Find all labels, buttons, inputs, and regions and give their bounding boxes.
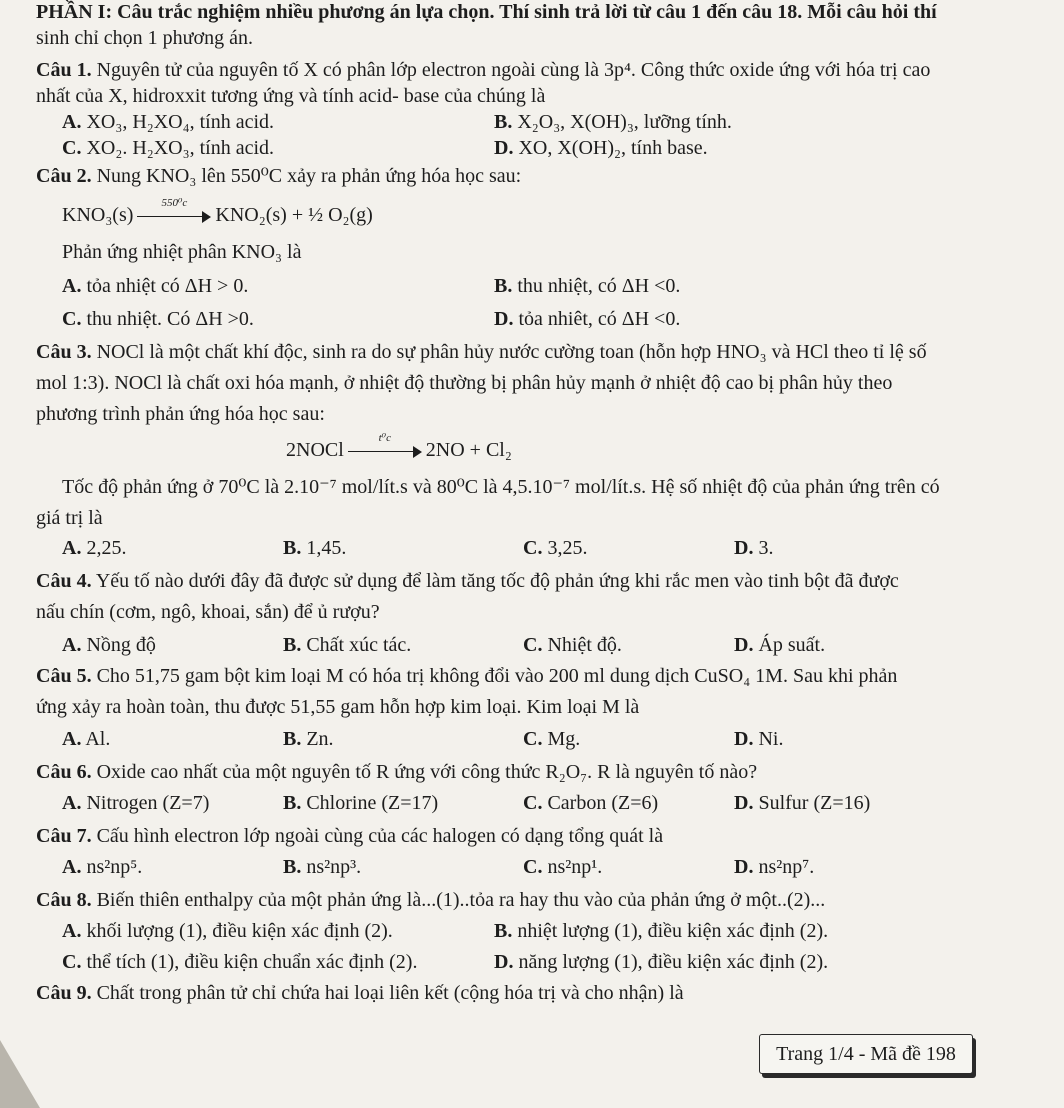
q5-stem [36,664,897,688]
q3-eq-left: 2NOCl [286,439,344,461]
q1-label: Câu 1. [36,59,92,81]
q1-text: Nguyên tử của nguyên tố X có phân lớp electron ngoài cùng là 3p⁴. Công thức oxide ứng với hóa trị cao [96,59,931,81]
q9-label: Câu 9. [36,982,92,1004]
q7-text: Cấu hình electron lớp ngoài cùng của các halogen có dạng tổng quát là [96,825,664,847]
q2-option-a[interactable]: A. tỏa nhiệt có ΔH > 0. [62,275,249,297]
q2-question: Phản ứng nhiệt phân KNO₃ là [62,241,302,263]
q2-label: Câu 2. [36,165,92,187]
q9-text: Chất trong phân tử chỉ chứa hai loại liên kết (cộng hóa trị và cho nhận) là [96,982,684,1004]
q3-question-cont: giá trị là [36,507,103,529]
q4-option-a[interactable]: A. Nồng độ [62,634,156,656]
q5-option-a[interactable]: A. Al. [62,728,111,750]
q1-option-b[interactable]: B. X₂O₃, X(OH)₃, lưỡng tính. [494,111,732,133]
q7-stem [36,824,663,848]
q1-stem-cont: nhất của X, hidroxxit tương ứng và tính acid- base của chúng là [36,85,546,107]
q3-stem-cont2: phương trình phản ứng hóa học sau: [36,403,325,425]
q5-option-b[interactable]: B. Zn. [283,728,334,750]
q1-option-d[interactable]: D. XO, X(OH)₂, tính base. [494,137,708,159]
q6-option-b[interactable]: B. Chlorine (Z=17) [283,792,439,814]
q2-eq-left: KNO₃(s) [62,204,134,226]
q5-option-d[interactable]: D. Ni. [734,728,784,750]
q6-stem [36,760,757,784]
q6-option-c[interactable]: C. Carbon (Z=6) [523,792,659,814]
q3-label: Câu 3. [36,341,92,363]
q2-option-c[interactable]: C. thu nhiệt. Có ΔH >0. [62,308,254,330]
q1-option-a[interactable]: A. XO₃, H₂XO₄, tính acid. [62,111,275,133]
reaction-arrow-icon: 550⁰c [137,209,211,223]
instruction-text: Câu trắc nghiệm nhiều phương án lựa chọn. Thí sinh trả lời từ câu 1 đến câu 18. Mỗi câu hỏi thí [117,1,937,23]
q4-stem [36,569,899,593]
q6-label: Câu 6. [36,761,92,783]
q3-question: Tốc độ phản ứng ở 70⁰C là 2.10⁻⁷ mol/lít.s và 80⁰C là 4,5.10⁻⁷ mol/lít.s. Hệ số nhiệt độ của phản ứng trên có [62,476,940,498]
q2-stem [36,164,521,188]
q5-text: Cho 51,75 gam bột kim loại M có hóa trị không đổi vào 200 ml dung dịch CuSO₄ 1M. Sau khi phản [96,665,898,687]
q9-stem [36,981,684,1005]
part-instruction [36,0,937,24]
instruction-cont: sinh chỉ chọn 1 phương án. [36,27,253,49]
q7-option-c[interactable]: C. ns²np¹. [523,856,603,878]
q8-stem [36,888,825,912]
q4-option-c[interactable]: C. Nhiệt độ. [523,634,622,656]
q2-equation [62,197,373,227]
q7-option-d[interactable]: D. ns²np⁷. [734,856,815,878]
q6-text: Oxide cao nhất của một nguyên tố R ứng với công thức R₂O₇. R là nguyên tố nào? [96,761,758,783]
reaction-arrow-icon: t⁰c [348,444,422,458]
q8-option-a[interactable]: A. khối lượng (1), điều kiện xác định (2). [62,920,393,942]
q8-label: Câu 8. [36,889,92,911]
q2-eq-right: KNO₂(s) + ½ O₂(g) [215,204,373,226]
q3-stem [36,340,927,364]
page-footer: Trang 1/4 - Mã đề 198 [759,1034,973,1074]
q2-text: Nung KNO₃ lên 550⁰C xảy ra phản ứng hóa học sau: [96,165,522,187]
q4-text: Yếu tố nào dưới đây đã được sử dụng để làm tăng tốc độ phản ứng khi rắc men vào tinh bột đã được [95,570,899,592]
q3-stem-cont: mol 1:3). NOCl là chất oxi hóa mạnh, ở nhiệt độ thường bị phân hủy mạnh ở nhiệt độ cao bị phân hủy theo [36,372,893,394]
q5-label: Câu 5. [36,665,92,687]
q3-equation [286,432,512,462]
q8-option-d[interactable]: D. năng lượng (1), điều kiện xác định (2). [494,951,829,973]
q1-stem [36,58,930,82]
q5-stem-cont: ứng xảy ra hoàn toàn, thu được 51,55 gam hỗn hợp kim loại. Kim loại M là [36,696,640,718]
q3-option-a[interactable]: A. 2,25. [62,537,127,559]
q8-option-c[interactable]: C. thể tích (1), điều kiện chuẩn xác định (2). [62,951,418,973]
q4-option-b[interactable]: B. Chất xúc tác. [283,634,412,656]
q3-option-b[interactable]: B. 1,45. [283,537,347,559]
q3-option-d[interactable]: D. 3. [734,537,774,559]
q8-option-b[interactable]: B. nhiệt lượng (1), điều kiện xác định (2). [494,920,829,942]
q7-option-b[interactable]: B. ns²np³. [283,856,362,878]
q7-option-a[interactable]: A. ns²np⁵. [62,856,143,878]
page-fold-shadow [0,1040,40,1108]
q5-option-c[interactable]: C. Mg. [523,728,581,750]
q3-text: NOCl là một chất khí độc, sinh ra do sự phân hủy nước cường toan (hỗn hợp HNO₃ và HCl theo tỉ lệ số [96,341,927,363]
q4-stem-cont: nấu chín (cơm, ngô, khoai, sắn) để ủ rượu? [36,601,380,623]
q7-label: Câu 7. [36,825,92,847]
part-title: PHẦN I: [36,1,113,23]
q3-option-c[interactable]: C. 3,25. [523,537,588,559]
q4-option-d[interactable]: D. Áp suất. [734,634,826,656]
q2-option-d[interactable]: D. tỏa nhiêt, có ΔH <0. [494,308,681,330]
q1-option-c[interactable]: C. XO₂. H₂XO₃, tính acid. [62,137,275,159]
q8-text: Biến thiên enthalpy của một phản ứng là...(1)..tỏa ra hay thu vào của phản ứng ở một..(2)... [96,889,826,911]
q4-label: Câu 4. [36,570,92,592]
q6-option-d[interactable]: D. Sulfur (Z=16) [734,792,871,814]
q3-eq-right: 2NO + Cl₂ [425,439,512,461]
q2-option-b[interactable]: B. thu nhiệt, có ΔH <0. [494,275,681,297]
q6-option-a[interactable]: A. Nitrogen (Z=7) [62,792,210,814]
